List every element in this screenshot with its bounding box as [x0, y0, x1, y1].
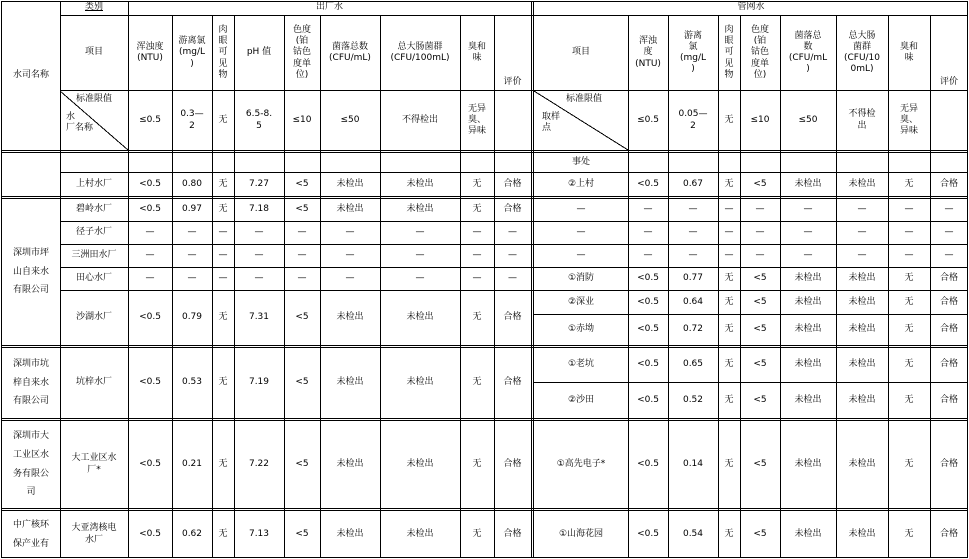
outlet-col-turbidity: 浑浊度 (NTU)	[136, 41, 164, 63]
cell: 无	[472, 204, 482, 215]
cell: 未检出	[794, 296, 822, 307]
cell: —	[187, 273, 197, 284]
cell: 无	[724, 528, 734, 539]
company-dagongye: 深圳市大 工业区水 务有限公 司	[12, 430, 49, 498]
cell: 无	[472, 312, 482, 323]
cell: 7.27	[248, 178, 270, 189]
cell: —	[643, 227, 653, 238]
sampling-point: ②上村	[567, 178, 595, 189]
outlet-col-color: 色度 (铂 钴色 度单 位)	[292, 24, 311, 80]
cell: 合格	[939, 394, 958, 405]
cell: 0.67	[682, 178, 704, 189]
cell: <0.5	[637, 296, 659, 307]
cell: <5	[295, 178, 309, 189]
outlet-col-visible: 肉眼可见物	[218, 24, 228, 80]
cell: —	[755, 250, 765, 261]
plant-name: 上村水厂	[75, 178, 112, 189]
cell: 无	[724, 296, 734, 307]
cell: —	[857, 250, 867, 261]
cell: 0.53	[181, 377, 203, 388]
cell: 未检出	[336, 458, 364, 469]
cell: —	[345, 227, 355, 238]
network-limit-odor: 无异 臭、 异味	[899, 103, 918, 137]
cell: 无	[218, 204, 228, 215]
cell: 无	[472, 458, 482, 469]
cell: —	[755, 204, 765, 215]
cell: 合格	[503, 377, 522, 388]
cell: —	[944, 227, 954, 238]
cell: 合格	[503, 458, 522, 469]
cell: —	[508, 227, 517, 238]
cell: 合格	[939, 324, 958, 335]
outlet-limit-free-chlorine: 0.3— 2	[180, 109, 204, 131]
cell: —	[857, 227, 867, 238]
cell: 未检出	[848, 273, 876, 284]
cell: <5	[753, 528, 767, 539]
cell: 未检出	[848, 296, 876, 307]
cell: 无	[472, 528, 482, 539]
cell: 无	[472, 377, 482, 388]
cell: 未检出	[336, 178, 364, 189]
network-col-color: 色度 (铂 钴色 度单 位)	[750, 24, 769, 80]
cell: 无	[904, 458, 914, 469]
sampling-point: —	[576, 227, 586, 238]
cell: 未检出	[406, 204, 434, 215]
cell: —	[944, 204, 954, 215]
cell: —	[218, 250, 228, 261]
cell: —	[688, 204, 698, 215]
plant-name: 碧岭水厂	[75, 204, 112, 215]
cell: 未检出	[336, 528, 364, 539]
cell: —	[145, 250, 155, 261]
network-col-turbidity: 浑浊 度 (NTU)	[635, 36, 661, 69]
cell: —	[145, 227, 155, 238]
cell: 合格	[939, 296, 958, 307]
cell: 无	[904, 528, 914, 539]
cell: —	[254, 273, 264, 284]
outlet-limit-ph: 6.5-8. 5	[245, 109, 273, 131]
cell: <0.5	[637, 394, 659, 405]
cell: —	[218, 227, 228, 238]
cell: <0.5	[139, 458, 161, 469]
cell: 0.97	[181, 204, 203, 215]
cell: 合格	[503, 178, 522, 189]
network-col-coliform: 总大肠 菌群 (CFU/10 0mL)	[843, 30, 881, 75]
cell: <0.5	[139, 377, 161, 388]
cell: <0.5	[637, 458, 659, 469]
cell: —	[472, 273, 482, 284]
outlet-water-header: 出厂水	[315, 2, 343, 13]
cell: <5	[753, 324, 767, 335]
sampling-point: ①高先电子*	[556, 458, 606, 469]
cell: 未检出	[794, 458, 822, 469]
cell: —	[508, 273, 517, 284]
cell: —	[254, 227, 264, 238]
cell: 未检出	[794, 359, 822, 370]
cell: 合格	[503, 204, 522, 215]
cell: <0.5	[637, 528, 659, 539]
plant-name: 大亚湾核电 水厂	[71, 523, 117, 545]
sampling-point: ①山海花园	[558, 528, 604, 539]
cell: —	[803, 204, 813, 215]
cell: 0.79	[181, 312, 203, 323]
cell: 未检出	[848, 394, 876, 405]
cell: 无	[472, 178, 482, 189]
cell: —	[755, 227, 765, 238]
cell: 7.13	[248, 528, 270, 539]
sampling-point: ②沙田	[567, 394, 595, 405]
cell: 0.65	[682, 359, 704, 370]
cell: 无	[724, 324, 734, 335]
network-col-evaluation: 评价	[939, 77, 958, 88]
cell: —	[724, 227, 734, 238]
cell: —	[254, 250, 264, 261]
cell: <0.5	[637, 324, 659, 335]
cell: —	[643, 204, 653, 215]
cell: 未检出	[794, 394, 822, 405]
cell: 未检出	[336, 312, 364, 323]
cell: 未检出	[406, 458, 434, 469]
cell: 未检出	[406, 377, 434, 388]
cell: —	[297, 227, 307, 238]
cell: 未检出	[336, 377, 364, 388]
cell: —	[187, 227, 197, 238]
cell: 0.62	[181, 528, 203, 539]
plant-name: 径子水厂	[75, 227, 112, 238]
cell: 无	[904, 324, 914, 335]
cell: <5	[295, 377, 309, 388]
network-col-odor: 臭和 味	[899, 41, 918, 63]
cell: —	[145, 273, 155, 284]
network-limit-colony: ≤50	[798, 114, 818, 125]
cell: <5	[295, 204, 309, 215]
cell: 未检出	[794, 528, 822, 539]
cell: 无	[218, 528, 228, 539]
cell: <0.5	[637, 178, 659, 189]
cell: —	[944, 250, 954, 261]
cell: 未检出	[848, 359, 876, 370]
note-cell: 事处	[571, 156, 590, 167]
cell: —	[472, 227, 482, 238]
standard-limit-label: 标准限值	[76, 94, 113, 104]
network-water-header: 管网水	[737, 2, 765, 13]
cell: —	[472, 250, 482, 261]
sampling-point: —	[576, 204, 586, 215]
network-limit-free-chlorine: 0.05— 2	[678, 109, 708, 131]
plant-name: 田心水厂	[75, 273, 112, 284]
plant-name-label: 水 厂名称	[66, 112, 94, 134]
network-limit-color: ≤10	[750, 114, 770, 125]
sampling-point: ①消防	[567, 273, 595, 284]
cell: 无	[724, 458, 734, 469]
cell: 合格	[503, 312, 522, 323]
cell: 合格	[939, 528, 958, 539]
cell: <0.5	[139, 312, 161, 323]
cell: —	[297, 250, 307, 261]
cell: 无	[904, 359, 914, 370]
cell: —	[508, 250, 517, 261]
category-label: 类别	[84, 2, 103, 13]
cell: 7.19	[248, 377, 270, 388]
network-col-colony: 菌落总 数 (CFU/mL )	[788, 30, 828, 75]
cell: 无	[218, 458, 228, 469]
outlet-col-ph: pH 值	[246, 47, 272, 58]
cell: 无	[724, 394, 734, 405]
plant-name: 沙湖水厂	[75, 312, 112, 323]
cell: <5	[753, 296, 767, 307]
sampling-point: ①老坑	[567, 359, 595, 370]
cell: —	[904, 204, 914, 215]
cell: 无	[218, 377, 228, 388]
outlet-limit-coliform: 不得检出	[401, 114, 438, 125]
cell: 无	[218, 178, 228, 189]
network-standard-limit-label: 标准限值	[566, 94, 603, 104]
cell: —	[803, 250, 813, 261]
cell: —	[218, 273, 228, 284]
cell: —	[415, 227, 425, 238]
cell: 无	[724, 178, 734, 189]
cell: <5	[753, 178, 767, 189]
company-kengzi: 深圳市坑 梓自来水 有限公司	[12, 358, 49, 407]
cell: 0.64	[682, 296, 704, 307]
sampling-point-label: 取样 点	[542, 112, 561, 134]
cell: 未检出	[848, 324, 876, 335]
cell: <5	[295, 458, 309, 469]
cell: —	[297, 273, 307, 284]
outlet-limit-turbidity: ≤0.5	[139, 114, 161, 125]
outlet-limit-visible: 无	[218, 114, 228, 125]
cell: 无	[724, 273, 734, 284]
network-limit-visible: 无	[724, 114, 734, 125]
cell: 未检出	[406, 312, 434, 323]
cell: 无	[904, 296, 914, 307]
cell: —	[415, 273, 425, 284]
cell: —	[724, 250, 734, 261]
cell: <0.5	[637, 359, 659, 370]
sampling-point: ①赤坳	[567, 324, 595, 335]
cell: —	[904, 227, 914, 238]
cell: 未检出	[848, 528, 876, 539]
cell: 未检出	[406, 528, 434, 539]
network-col-visible: 肉眼可见物	[724, 24, 734, 80]
cell: 0.77	[682, 273, 704, 284]
cell: 7.31	[248, 312, 270, 323]
cell: —	[187, 250, 197, 261]
company-cgn: 中广核环 保产业有	[12, 519, 49, 549]
cell: <5	[295, 528, 309, 539]
cell: 0.21	[181, 458, 203, 469]
cell: —	[345, 273, 355, 284]
cell: 未检出	[794, 324, 822, 335]
cell: —	[724, 204, 734, 215]
water-company-header: 水司名称	[12, 69, 49, 80]
cell: 0.80	[181, 178, 203, 189]
network-item-header: 项目	[571, 47, 590, 58]
cell: —	[904, 250, 914, 261]
cell: 合格	[939, 178, 958, 189]
cell: <5	[753, 273, 767, 284]
outlet-col-free-chlorine: 游离氯 (mg/L )	[178, 36, 206, 69]
cell: 未检出	[794, 178, 822, 189]
cell: —	[857, 204, 867, 215]
cell: 无	[904, 178, 914, 189]
cell: 未检出	[848, 458, 876, 469]
network-col-free-chlorine: 游离 氯 (mg/L )	[679, 30, 707, 75]
cell: —	[643, 250, 653, 261]
cell: 无	[218, 312, 228, 323]
cell: 合格	[939, 359, 958, 370]
cell: <5	[753, 359, 767, 370]
network-limit-turbidity: ≤0.5	[637, 114, 659, 125]
cell: <5	[295, 312, 309, 323]
cell: 0.54	[682, 528, 704, 539]
cell: 未检出	[406, 178, 434, 189]
cell: <0.5	[637, 273, 659, 284]
cell: 7.18	[248, 204, 270, 215]
plant-name: 坑梓水厂	[75, 377, 112, 388]
plant-name: 大工业区水 厂*	[71, 453, 117, 475]
sampling-point: ②深业	[567, 296, 595, 307]
cell: 合格	[939, 458, 958, 469]
cell: —	[688, 227, 698, 238]
outlet-limit-odor: 无异 臭、 异味	[467, 103, 486, 137]
outlet-limit-color: ≤10	[292, 114, 312, 125]
cell: —	[688, 250, 698, 261]
cell: 无	[904, 394, 914, 405]
cell: —	[803, 227, 813, 238]
cell: 无	[724, 359, 734, 370]
cell: 合格	[503, 528, 522, 539]
outlet-limit-colony: ≤50	[340, 114, 360, 125]
cell: 未检出	[336, 204, 364, 215]
cell: <0.5	[139, 178, 161, 189]
cell: 0.14	[682, 458, 704, 469]
cell: 无	[904, 273, 914, 284]
outlet-col-coliform: 总大肠菌群 (CFU/100mL)	[390, 41, 450, 63]
cell: <0.5	[139, 204, 161, 215]
cell: <5	[753, 458, 767, 469]
plant-name: 三洲田水厂	[71, 250, 117, 261]
cell: 合格	[939, 273, 958, 284]
cell: 0.52	[682, 394, 704, 405]
cell: 未检出	[848, 178, 876, 189]
network-limit-coliform: 不得检 出	[848, 109, 876, 131]
sampling-point: —	[576, 250, 586, 261]
cell: 7.22	[248, 458, 270, 469]
item-header: 项目	[84, 47, 103, 58]
cell: <0.5	[139, 528, 161, 539]
company-pingshan: 深圳市坪 山自来水 有限公司	[12, 247, 49, 296]
outlet-col-colony: 菌落总数 (CFU/mL)	[329, 41, 371, 63]
cell: <5	[753, 394, 767, 405]
cell: —	[415, 250, 425, 261]
cell: —	[345, 250, 355, 261]
cell: 未检出	[794, 273, 822, 284]
cell: 0.72	[682, 324, 704, 335]
outlet-col-odor: 臭和 味	[467, 41, 486, 63]
outlet-col-evaluation: 评价	[503, 77, 522, 88]
